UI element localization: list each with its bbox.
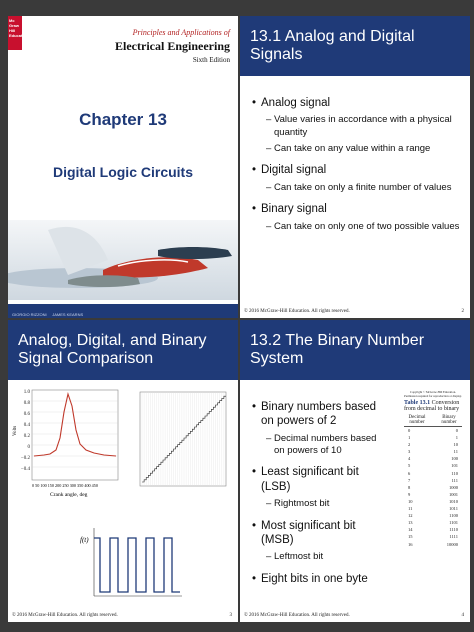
decimal-cell: 2 (408, 442, 411, 448)
y-tick: 0.4 (23, 423, 30, 428)
bullet-item: • Least significant bit (LSB) (252, 465, 380, 494)
analog-signal-plot (10, 384, 122, 504)
y-tick: −0.2 (20, 456, 30, 461)
y-tick: −0.4 (20, 467, 30, 472)
sub-bullet-item: – Can take on any value within a range (252, 143, 460, 155)
page-number: 3 (229, 613, 232, 618)
page-number: 4 (461, 613, 464, 618)
table-row (404, 441, 462, 448)
decimal-cell: 15 (408, 534, 413, 540)
decimal-cell: 8 (408, 484, 411, 490)
table-row (404, 448, 462, 455)
page-number: 2 (461, 309, 464, 314)
slide-title: 13.2 The Binary Number System (240, 320, 470, 380)
bullet-item: • Binary signal (252, 202, 460, 216)
decimal-cell: 4 (408, 456, 411, 462)
decimal-cell: 0 (408, 428, 411, 433)
chapter-title: Digital Logic Circuits (52, 164, 193, 180)
table-row (404, 434, 462, 441)
decimal-cell: 1 (408, 435, 411, 441)
x-ticks: 0 50 100 150 200 250 300 350 400 450 (32, 483, 98, 488)
table-row (404, 477, 462, 484)
x-axis-label: Crank angle, deg (50, 492, 88, 498)
copyright: © 2016 McGraw-Hill Education. All rights reserved. (244, 613, 350, 618)
conversion-table (404, 390, 462, 548)
slide-3-thumbnail[interactable] (8, 320, 238, 622)
table-row (404, 505, 462, 512)
slide-footer (12, 613, 232, 618)
race-car-illustration (8, 220, 238, 300)
table-copyright-note: Copyright © McGraw-Hill Education. Permission required for reproduction or display. (404, 390, 462, 398)
sub-bullet-item: – Leftmost bit (252, 551, 380, 563)
bullet-item: • Most significant bit (MSB) (252, 519, 380, 548)
bullet-list (240, 380, 390, 586)
table-row (404, 519, 462, 526)
decimal-cell: 13 (408, 520, 413, 526)
table-row (404, 541, 462, 548)
slide-2-thumbnail[interactable] (240, 16, 470, 318)
mcgraw-hill-logo: Mc Graw Hill Education (8, 16, 22, 50)
table-row (404, 470, 462, 477)
table-row (404, 462, 462, 469)
binary-cell: 111 (451, 477, 458, 483)
slide-footer (244, 309, 464, 314)
binary-cell: 1000 (449, 484, 458, 490)
binary-cell: 101 (451, 463, 458, 469)
decimal-cell: 5 (408, 463, 411, 469)
table-row (404, 533, 462, 540)
slide-4-thumbnail[interactable] (240, 320, 470, 622)
binary-cell: 1001 (449, 491, 458, 497)
book-title: Electrical Engineering (115, 39, 230, 53)
bullet-item: • Binary numbers based on powers of 2 (252, 400, 380, 429)
y-tick: 0.6 (23, 412, 30, 417)
digital-signal-plot (126, 384, 232, 504)
decimal-cell: 14 (408, 527, 413, 533)
binary-cell: 1110 (449, 527, 458, 533)
y-tick: 0.8 (23, 401, 30, 406)
function-label: f(t) (80, 536, 89, 544)
table-row (404, 526, 462, 533)
binary-cell: 0 (455, 428, 458, 433)
table-row (404, 498, 462, 505)
sub-bullet-item: – Rightmost bit (252, 498, 380, 510)
binary-cell: 10000 (446, 541, 458, 547)
slide-title: Analog, Digital, and Binary Signal Comparison (8, 320, 238, 380)
decimal-cell: 11 (408, 506, 413, 512)
table-row (404, 484, 462, 491)
bullet-item: • Eight bits in one byte (252, 572, 380, 586)
sub-bullet-item: – Can take on only one of two possible values (252, 221, 460, 233)
slide-1-thumbnail[interactable] (8, 16, 238, 318)
copyright: © 2016 McGraw-Hill Education. All rights reserved. (244, 309, 350, 314)
sub-bullet-item: – Decimal numbers based on powers of 10 (252, 433, 380, 458)
bullet-item: • Digital signal (252, 163, 460, 177)
binary-cell: 1101 (449, 520, 458, 526)
decimal-cell: 16 (408, 541, 413, 547)
binary-cell: 11 (453, 449, 458, 455)
table-body (404, 427, 462, 548)
decimal-cell: 3 (408, 449, 411, 455)
bullet-item: • Analog signal (252, 96, 460, 110)
y-tick: 0.2 (23, 434, 30, 439)
binary-cell: 1010 (449, 498, 458, 504)
binary-signal-plot (78, 516, 188, 608)
table-row (404, 427, 462, 434)
slide-footer (244, 613, 464, 618)
chapter-label: Chapter 13 (79, 110, 167, 129)
table-row (404, 512, 462, 519)
sub-bullet-item: – Value varies in accordance with a physical quantity (252, 114, 460, 139)
book-series: Principles and Applications of (132, 28, 230, 37)
decimal-cell: 7 (408, 477, 411, 483)
binary-cell: 1100 (449, 513, 458, 519)
binary-cell: 1011 (449, 506, 458, 512)
table-row (404, 491, 462, 498)
binary-cell: 1 (455, 435, 458, 441)
copyright: © 2016 McGraw-Hill Education. All rights reserved. (12, 613, 118, 618)
table-caption: Table 13.1 Conversion from decimal to binary (404, 400, 460, 412)
y-tick: 0 (27, 445, 30, 450)
decimal-cell: 12 (408, 513, 413, 519)
table-row (404, 455, 462, 462)
decimal-cell: 10 (408, 498, 413, 504)
book-edition: Sixth Edition (192, 56, 230, 64)
table-header: Decimal number Binary number (404, 415, 462, 427)
binary-cell: 1111 (449, 534, 458, 540)
binary-cell: 100 (451, 456, 458, 462)
y-tick: 1.0 (23, 390, 30, 395)
binary-cell: 110 (451, 470, 458, 476)
decimal-cell: 9 (408, 491, 411, 497)
author-bar: GIORGIO RIZZONI JAMES KEARNS (8, 304, 238, 318)
y-axis-label: Volts (13, 425, 18, 436)
binary-cell: 10 (453, 442, 458, 448)
decimal-cell: 6 (408, 470, 411, 476)
sub-bullet-item: – Can take on only a finite number of values (252, 182, 460, 194)
bullet-list (240, 76, 470, 233)
slide-title: 13.1 Analog and Digital Signals (240, 16, 470, 76)
